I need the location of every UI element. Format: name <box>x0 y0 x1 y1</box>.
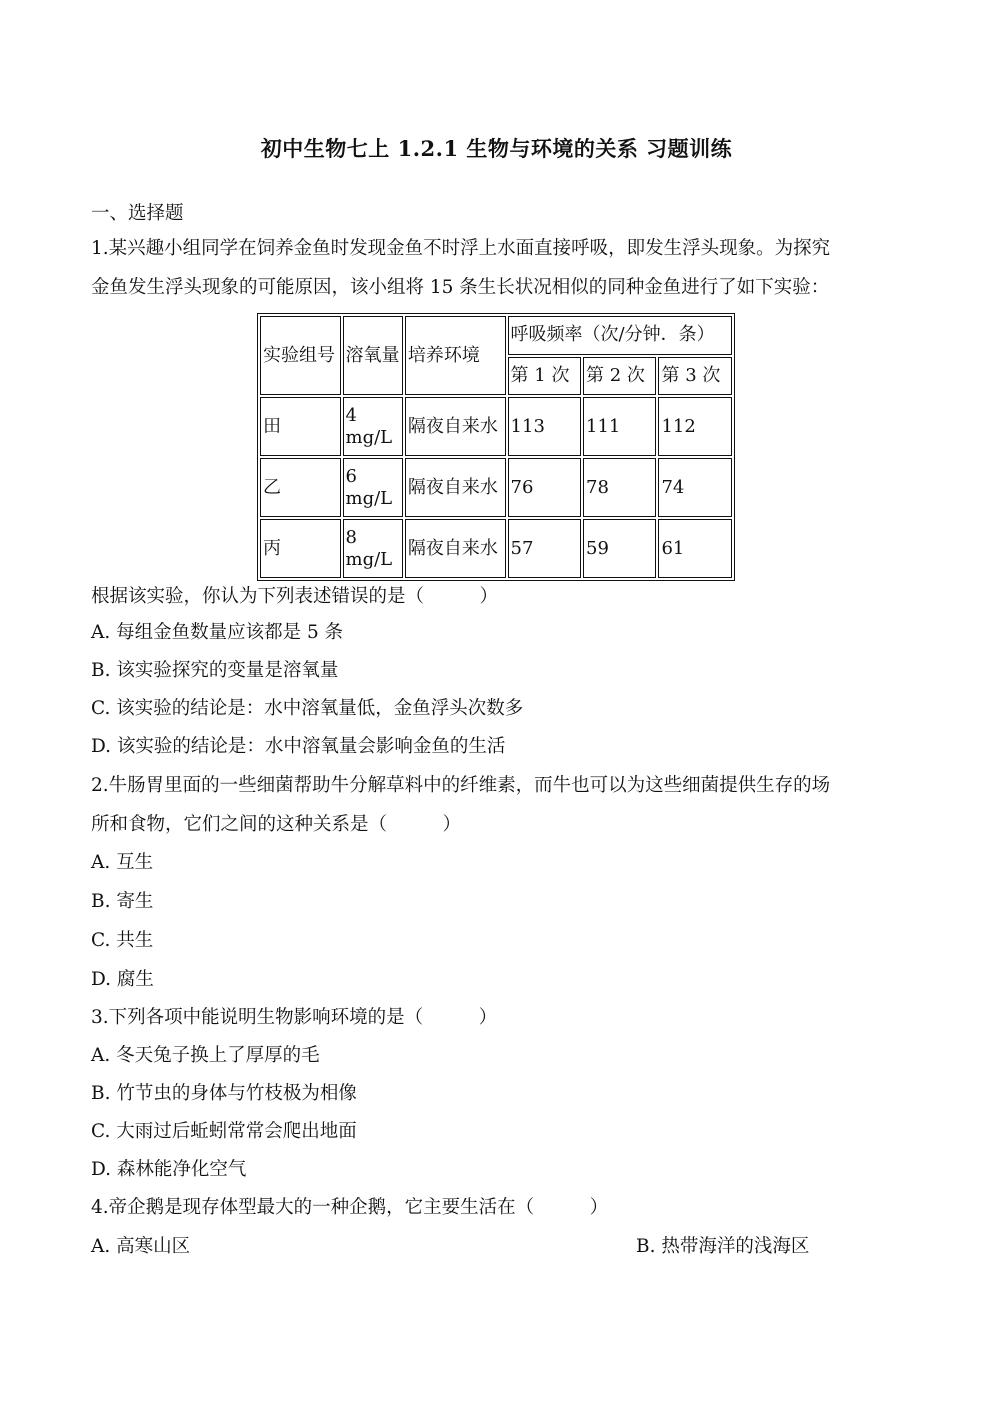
q1-option-d: D. 该实验的结论是：水中溶氧量会影响金鱼的生活 <box>91 736 506 757</box>
q1-option-a: A. 每组金鱼数量应该都是 5 条 <box>91 622 344 643</box>
cell-trial-3: 112 <box>658 397 732 456</box>
q1-stem-line2: 金鱼发生浮头现象的可能原因，该小组将 15 条生长状况相似的同种金鱼进行了如下实验： <box>91 277 830 298</box>
header-trial-1: 第 1 次 <box>508 357 581 396</box>
header-breathing-rate: 呼吸频率（次/分钟．条） <box>508 316 732 355</box>
q3-option-d: D. 森林能净化空气 <box>91 1159 247 1180</box>
q1-prompt: 根据该实验，你认为下列表述错误的是（ ） <box>91 586 499 607</box>
table-row <box>260 519 732 578</box>
cell-oxygen: 4 mg/L <box>343 397 403 456</box>
cell-trial-3: 61 <box>658 519 732 578</box>
header-trial-2: 第 2 次 <box>583 357 656 396</box>
cell-oxygen: 6 mg/L <box>343 458 403 517</box>
q2-option-d: D. 腐生 <box>91 969 154 990</box>
q2-option-c: C. 共生 <box>91 930 154 951</box>
page-title: 初中生物七上 1.2.1 生物与环境的关系 习题训练 <box>260 136 733 161</box>
cell-trial-1: 57 <box>508 519 581 578</box>
cell-trial-2: 111 <box>583 397 656 456</box>
table-header-row <box>260 316 732 355</box>
section-heading: 一、选择题 <box>91 203 184 224</box>
q2-stem-line1: 2.牛肠胃里面的一些细菌帮助牛分解草料中的纤维素，而牛也可以为这些细菌提供生存的场 <box>91 775 831 796</box>
cell-group: 乙 <box>260 458 341 517</box>
q4-stem: 4.帝企鹅是现存体型最大的一种企鹅，它主要生活在（ ） <box>91 1197 609 1218</box>
cell-trial-3: 74 <box>658 458 732 517</box>
cell-environment: 隔夜自来水 <box>405 519 506 578</box>
cell-trial-2: 78 <box>583 458 656 517</box>
cell-oxygen: 8 mg/L <box>343 519 403 578</box>
header-environment: 培养环境 <box>405 316 506 395</box>
q1-option-b: B. 该实验探究的变量是溶氧量 <box>91 660 339 681</box>
q4-option-a: A. 高寒山区 <box>91 1236 191 1257</box>
cell-trial-1: 113 <box>508 397 581 456</box>
header-oxygen: 溶氧量 <box>343 316 403 395</box>
table-row <box>260 458 732 517</box>
cell-trial-1: 76 <box>508 458 581 517</box>
cell-trial-2: 59 <box>583 519 656 578</box>
q1-option-c: C. 该实验的结论是：水中溶氧量低，金鱼浮头次数多 <box>91 698 524 719</box>
q3-stem: 3.下列各项中能说明生物影响环境的是（ ） <box>91 1007 498 1028</box>
q2-option-b: B. 寄生 <box>91 891 154 912</box>
cell-environment: 隔夜自来水 <box>405 458 506 517</box>
cell-environment: 隔夜自来水 <box>405 397 506 456</box>
q2-stem-line2: 所和食物，它们之间的这种关系是（ ） <box>91 814 462 835</box>
q3-option-c: C. 大雨过后蚯蚓常常会爬出地面 <box>91 1121 357 1142</box>
cell-group: 丙 <box>260 519 341 578</box>
header-trial-3: 第 3 次 <box>658 357 732 396</box>
q4-option-b: B. 热带海洋的浅海区 <box>636 1236 810 1257</box>
q3-option-b: B. 竹节虫的身体与竹枝极为相像 <box>91 1083 357 1104</box>
cell-group: 田 <box>260 397 341 456</box>
q2-option-a: A. 互生 <box>91 852 154 873</box>
q3-option-a: A. 冬天兔子换上了厚厚的毛 <box>91 1045 320 1066</box>
q1-stem-line1: 1.某兴趣小组同学在饲养金鱼时发现金鱼不时浮上水面直接呼吸，即发生浮头现象。为探究 <box>91 238 831 259</box>
experiment-table <box>257 313 735 581</box>
table-row <box>260 397 732 456</box>
header-group: 实验组号 <box>260 316 341 395</box>
